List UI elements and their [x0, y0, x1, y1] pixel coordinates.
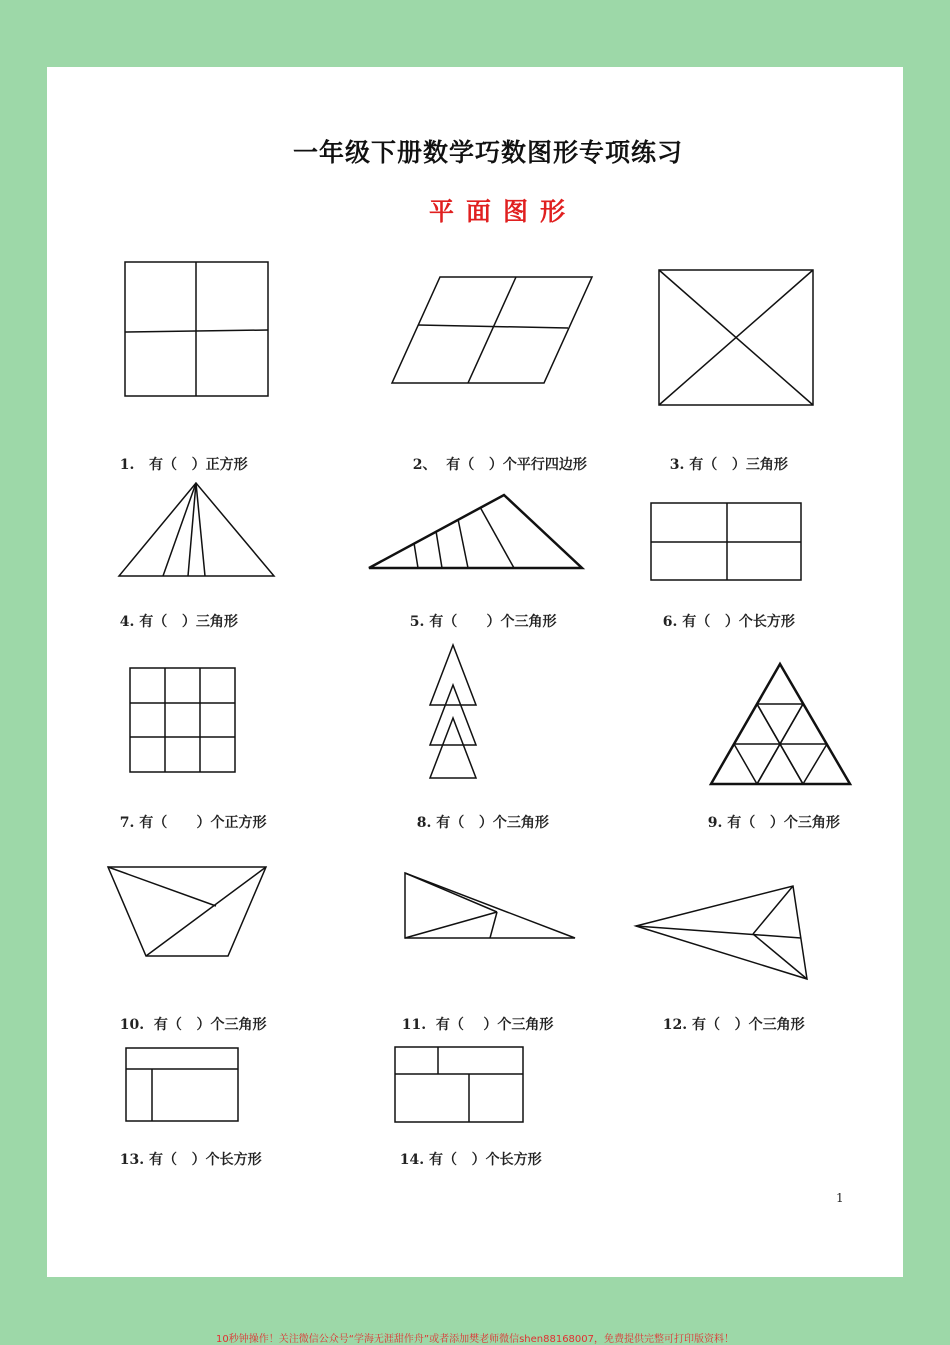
question-number: 5. [409, 614, 425, 630]
page-number: 1 [836, 1191, 844, 1205]
question-text: 有（ ）正方形 [149, 457, 248, 473]
question-number: 4. [119, 614, 135, 630]
question-5 [400, 595, 557, 631]
question-number: 14. [399, 1152, 425, 1168]
question-11 [392, 998, 553, 1034]
question-text: 有（ ）个三角形 [436, 815, 549, 831]
question-number: 13. [119, 1152, 145, 1168]
question-text: 有（ ）个三角形 [691, 1017, 805, 1033]
question-1 [110, 438, 248, 474]
question-number: 9. [707, 815, 723, 831]
question-number: 1. [119, 457, 135, 473]
question-13 [110, 1133, 262, 1169]
question-text: 有（ ）个三角形 [429, 614, 557, 630]
question-text: 有（ ）个长方形 [682, 614, 795, 630]
question-text: 有（ ）个三角形 [435, 1017, 554, 1033]
question-number: 2、 [412, 457, 437, 473]
question-text: 有（ ）三角形 [139, 614, 238, 630]
question-number: 10. [119, 1017, 145, 1033]
question-number: 6. [662, 614, 678, 630]
question-text: 有（ ）个长方形 [148, 1152, 262, 1168]
question-number: 11. [401, 1017, 427, 1033]
question-10 [110, 998, 266, 1034]
question-number: 3. [669, 457, 685, 473]
question-text: 有（ ）个三角形 [727, 815, 840, 831]
question-number: 7. [119, 815, 135, 831]
question-3 [660, 438, 788, 474]
question-6 [653, 595, 795, 631]
question-text: 有（ ）个正方形 [139, 815, 267, 831]
question-9 [698, 796, 840, 832]
question-text: 有（ ）三角形 [689, 457, 788, 473]
question-text: 有（ ）个长方形 [428, 1152, 542, 1168]
question-4 [110, 595, 238, 631]
footer-promo-text: 10秒钟操作！关注微信公众号“学海无涯甜作舟”或者添加樊老师微信shen88168007，免费提供完整可打印版资料！ [215, 1334, 735, 1345]
question-14 [390, 1133, 542, 1169]
question-8 [407, 796, 549, 832]
question-7 [110, 796, 267, 832]
page-title: 一年级下册数学巧数图形专项练习 [292, 138, 683, 167]
question-number: 8. [416, 815, 432, 831]
section-subtitle: 平面图形 [428, 197, 577, 226]
question-number: 12. [662, 1017, 688, 1033]
question-text: 有（ ）个平行四边形 [446, 457, 587, 473]
question-2 [403, 438, 587, 474]
question-text: 有（ ）个三角形 [153, 1017, 267, 1033]
question-12 [653, 998, 805, 1034]
